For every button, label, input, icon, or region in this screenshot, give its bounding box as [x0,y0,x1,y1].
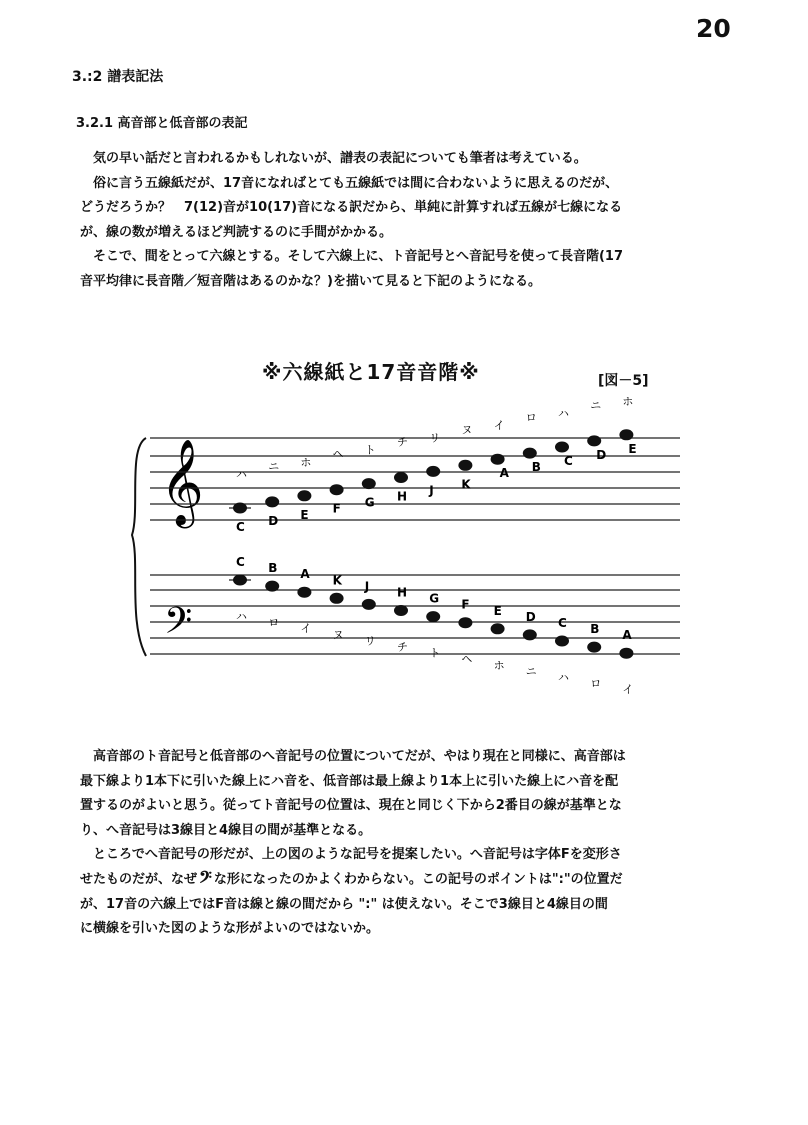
section-heading: 3.:2 譜表記法 [72,69,164,85]
inline-f-clef-icon: 𝄢 [199,867,212,892]
note-kana: ヌ [461,423,473,437]
page-number: 20 [696,14,731,43]
note-letter: D [596,447,607,462]
note-kana: リ [364,634,376,648]
note-letter: H [397,489,408,504]
note-letter: C [236,520,245,534]
note-letter: J [429,483,434,498]
note-kana: イ [300,622,312,636]
note-kana: ニ [590,398,602,412]
note-kana: ロ [268,616,280,630]
figure-label: [図－5] [598,373,649,389]
note-letter: K [461,477,471,492]
grand-staff-brace [132,438,146,656]
note-kana: イ [622,683,634,697]
note-kana: ホ [493,658,505,672]
note-head [491,454,505,465]
note-letter: C [558,616,567,630]
note-head [587,435,601,446]
figure-title: ※六線紙と17音音階※ [262,360,480,384]
discussion-line: 高音部のト音記号と低音部のへ音記号の位置についてだが、やはり現在と同様に、高音部は [93,749,626,764]
intro-line: 気の早い話だと言われるかもしれないが、譜表の表記についても筆者は考えている。 [93,151,587,166]
intro-line: そこで、間をとって六線とする。そして六線上に、ト音記号とへ音記号を使って長音階(17 [93,249,623,265]
note-letter: H [397,585,408,600]
intro-line: どうだろうか？ 7(12)音が10(17)音になる訳だから、単純に計算すれば五線が七線になる [80,200,623,216]
note-kana: ハ [236,610,247,623]
note-kana: チ [397,640,408,654]
treble-clef-icon: 𝄞 [160,439,204,525]
note-head [523,629,537,640]
note-kana: ニ [268,459,280,473]
note-letter: D [525,609,536,624]
note-head [619,429,633,440]
note-head [491,623,505,634]
note-letter: A [622,628,632,643]
discussion-line: 置するのがよいと思う。従ってト音記号の位置は、現在と同じく下から2番目の線が基準とな [80,798,622,814]
discussion-line: 最下線より1本下に引いた線上にハ音を、低音部は最上線より1本上に引いた線上にハ音を配 [80,773,619,789]
discussion-line: に横線を引いた図のような形がよいのではないか。 [80,921,380,937]
bass-staff-lines [150,575,680,654]
note-head [265,496,279,507]
bass-notes [229,555,633,696]
note-letter: A [499,466,509,481]
note-kana: ロ [590,677,602,691]
note-kana: ト [364,443,376,457]
note-letter: K [332,573,342,588]
note-letter: G [364,495,375,510]
note-head [265,581,279,592]
note-head [619,648,633,659]
note-letter: F [332,501,341,516]
note-head [362,478,376,489]
note-kana: ト [429,646,441,660]
note-head [394,605,408,616]
note-letter: A [300,567,310,582]
note-letter: E [493,603,502,618]
note-letter: C [564,454,573,468]
note-head [330,484,344,495]
note-kana: ニ [525,664,537,678]
note-head [330,593,344,604]
note-kana: ヌ [332,628,344,642]
bass-clef-icon: 𝄢 [164,600,193,651]
intro-line: 音平均律に長音階／短音階はあるのかな？)を描いて見ると下記のようになる。 [80,273,541,289]
subsection-heading: 3.2.1 高音部と低音部の表記 [76,116,248,131]
note-head [362,599,376,610]
note-letter: J [364,579,370,594]
note-letter: B [590,622,600,637]
note-letter: B [268,561,278,576]
note-kana: ホ [300,455,312,469]
note-head [426,466,440,477]
note-letter: G [429,591,440,606]
note-kana: リ [429,431,441,445]
note-head [297,587,311,598]
note-head [297,490,311,501]
note-letter: E [628,441,637,456]
note-letter: F [461,597,470,612]
note-head [587,642,601,653]
note-head [233,575,247,586]
discussion-line: ところでへ音記号の形だが、上の図のような記号を提案したい。へ音記号は字体Fを変形さ [93,847,622,863]
clef-discussion-paragraph [80,745,720,942]
discussion-line-start: せたものだが、なぜ [80,871,198,887]
note-head [458,460,472,471]
treble-notes [229,395,637,534]
note-letter: C [236,555,245,569]
note-kana: ホ [622,394,634,408]
note-kana: ハ [558,671,569,684]
note-kana: ヘ [332,447,344,461]
note-head [394,472,408,483]
discussion-line-end: な形になったのかよくわからない。この記号のポイントは":"の位置だ [213,871,623,887]
note-head [458,617,472,628]
discussion-line: が、17音の六線上ではF音は線と線の間だから ":" は使えない。そこで3線目と4線目の間 [80,896,608,912]
note-kana: ヘ [461,652,473,666]
discussion-line: り、へ音記号は3線目と4線目の間が基準となる。 [80,822,372,838]
note-letter: D [268,513,279,528]
note-head [523,448,537,459]
intro-line: が、線の数が増えるほど判読するのに手間がかかる。 [80,224,393,240]
discussion-line [80,868,720,893]
note-kana: チ [397,435,408,449]
note-letter: B [531,460,541,475]
note-kana: イ [493,419,505,433]
note-kana: ハ [558,407,569,420]
note-kana: ハ [236,468,247,481]
intro-line: 俗に言う五線紙だが、17音になればとても五線紙では間に合わないように思えるのだが、 [93,175,619,191]
note-head [555,442,569,453]
note-head [555,636,569,647]
note-letter: E [300,507,309,522]
note-head [233,503,247,514]
note-kana: ロ [525,411,537,425]
note-head [426,611,440,622]
